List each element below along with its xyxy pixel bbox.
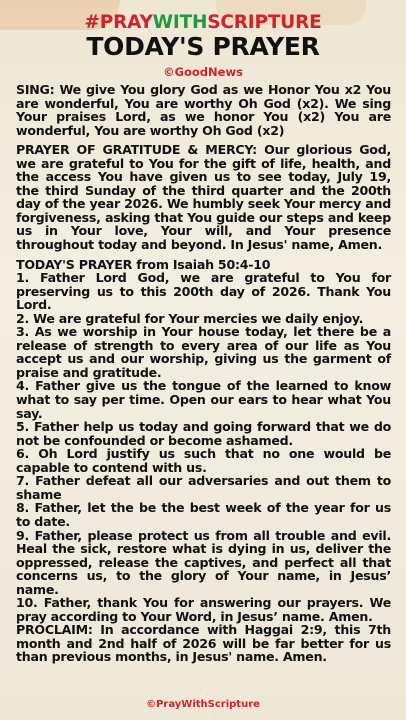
prayer-heading: TODAY'S PRAYER from Isaiah 50:4-10	[16, 256, 271, 272]
proclaim-item: PROCLAIM: In accordance with Haggai 2:9, this 7th month and 2nd half of 2026 will be far better for us than previous months, in Jesus' name. Amen.	[16, 622, 391, 665]
prayer-item: 1. Father Lord God, we are grateful to You for preserving us to this 200th day of 2026. Thank You Lord.	[16, 270, 391, 313]
prayer-item: 3. As we worship in Your house today, let there be a release of strength to every area of our life as You accept us and our worship, giving us the garment of praise and gratitude.	[16, 324, 391, 380]
hashtag-word-scripture: SCRIPTURE	[207, 12, 322, 33]
prayer-item: 10. Father, thank You for answering our prayers. We pray according to Your Word, in Jesus’ name. Amen.	[16, 595, 391, 624]
prayer-item: 4. Father give us the tongue of the learned to know what to say per time. Open our ears to hear what You say.	[16, 378, 391, 421]
prayer-item: 9. Father, please protect us from all trouble and evil. Heal the sick, restore what is dying in us, deliver the oppressed, release the captives, and perfect all that concerns us, to the glory of Your name, in Jesus’ name.	[16, 527, 391, 597]
header	[0, 0, 406, 81]
gratitude-section: PRAYER OF GRATITUDE & MERCY: Our glorious God, we are grateful to You for the gift of life, health, and the access You have given us to see today, July 19, the third Sunday of the third quarter and the 200th day of the year 2026. We humbly seek Your mercy and forgiveness, asking that You guide our steps and keep us in Your love, Your will, and Your presence throughout today and beyond. In Jesus' name, Amen.	[16, 142, 391, 253]
sing-section: SING: We give You glory God as we Honor You x2 You are wonderful, You are worthy Oh God (x2). We sing Your praises Lord, as we honor You (x2) You are wonderful, You are worthy Oh God (x2)	[16, 82, 391, 138]
prayer-body	[16, 83, 391, 664]
prayer-item: 2. We are grateful for Your mercies we daily enjoy.	[16, 310, 364, 326]
page-title: TODAY'S PRAYER	[86, 32, 320, 61]
footer-handle: ©PrayWithScripture	[146, 699, 260, 710]
prayer-item: 8. Father, let the be the best week of the year for us to date.	[16, 500, 391, 529]
hashtag-word-with: WITH	[152, 12, 208, 33]
prayer-item: 6. Oh Lord justify us such that no one would be capable to contend with us.	[16, 446, 391, 475]
prayer-item: 7. Father defeat all our adversaries and out them to shame	[16, 473, 391, 502]
hashtag-symbol: #	[84, 12, 100, 33]
hashtag-title	[0, 12, 406, 34]
prayer-item: 5. Father help us today and going forward that we do not be confounded or become ashamed.	[16, 419, 391, 448]
hashtag-word-pray: PRAY	[99, 12, 153, 33]
author-handle: ©GoodNews	[163, 65, 243, 79]
